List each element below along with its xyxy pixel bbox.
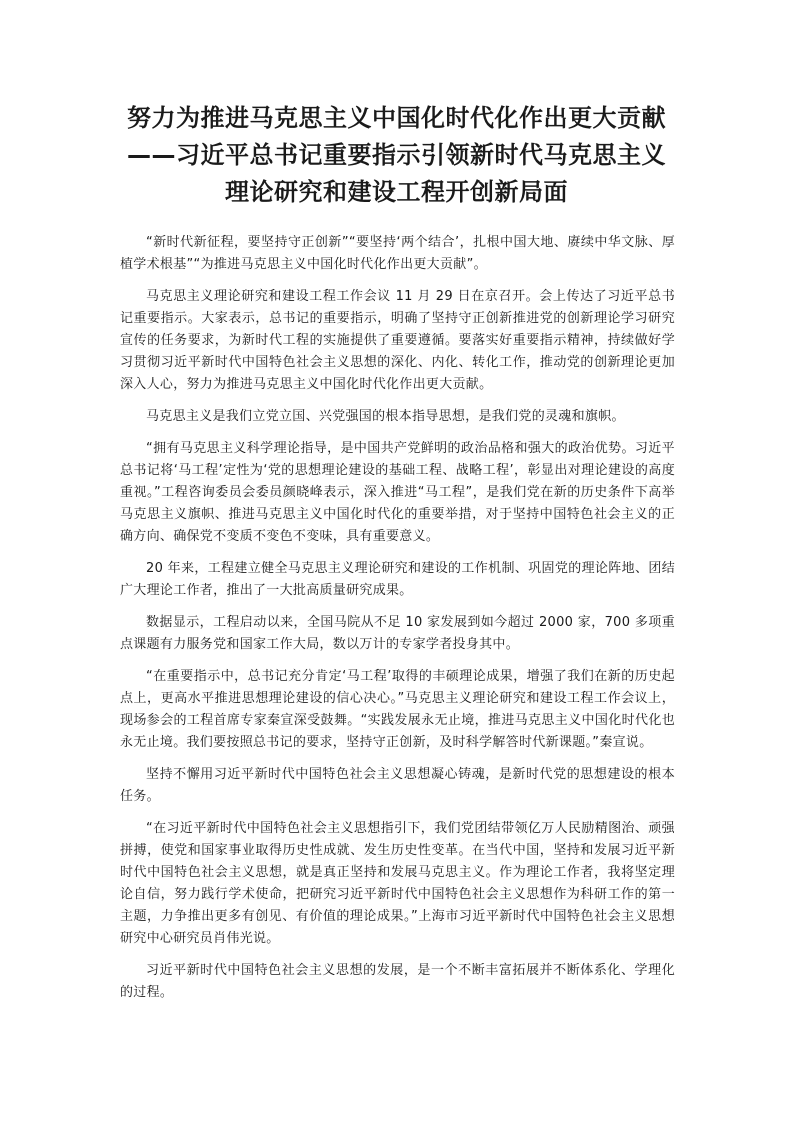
paragraph-5: 20 年来，工程建立健全马克思主义理论研究和建设的工作机制、巩固党的理论阵地、团结广大理论工作者，推出了一大批高质量研究成果。 bbox=[120, 561, 675, 598]
document-title bbox=[110, 100, 683, 211]
paragraph-3: 马克思主义是我们立党立国、兴党强国的根本指导思想，是我们党的灵魂和旗帜。 bbox=[146, 409, 625, 424]
paragraph-7: “在重要指示中，总书记充分肯定‘马工程’取得的丰硕理论成果，增强了我们在新的历史起点上，更高水平推进思想理论建设的信心决心。”马克思主义理论研究和建设工程工作会议上，现场参会的工程首席专家秦宣深受鼓舞。“实践发展永无止境，推进马克思主义中国化时代化也永无止境。我们要按照总书记的要求，坚持守正创新，及时科学解答时代新课题。”秦宣说。 bbox=[120, 669, 675, 750]
paragraph-4: “拥有马克思主义科学理论指导，是中国共产党鲜明的政治品格和强大的政治优势。习近平总书记将‘马工程’定性为‘党的思想理论建设的基础工程、战略工程’，彰显出对理论建设的高度重视。”工程咨询委员会委员颜晓峰表示，深入推进“马工程”，是我们党在新的历史条件下高举马克思主义旗帜、推进马克思主义中国化时代化的重要举措，对于坚持中国特色社会主义的正确方向、确保党不变质不变色不变味，具有重要意义。 bbox=[120, 441, 675, 544]
title-line-1: 努力为推进马克思主义中国化时代化作出更大贡献 bbox=[127, 104, 666, 132]
paragraph-1: “新时代新征程，要坚持守正创新”“要坚持‘两个结合’，扎根中国大地、赓续中华文脉、厚植学术根基”“为推进马克思主义中国化时代化作出更大贡献”。 bbox=[120, 235, 675, 272]
document-body bbox=[120, 232, 675, 1014]
paragraph-8: 坚持不懈用习近平新时代中国特色社会主义思想凝心铸魂，是新时代党的思想建设的根本任务。 bbox=[120, 767, 675, 804]
paragraph-9: “在习近平新时代中国特色社会主义思想指引下，我们党团结带领亿万人民励精图治、顽强拼搏，使党和国家事业取得历史性成就、发生历史性变革。在当代中国，坚持和发展习近平新时代中国特色社会主义思想，就是真正坚持和发展马克思主义。作为理论工作者，我将坚定理论自信，努力践行学术使命，把研究习近平新时代中国特色社会主义思想作为科研工作的第一主题，力争推出更多有创见、有价值的理论成果。”上海市习近平新时代中国特色社会主义思想研究中心研究员肖伟光说。 bbox=[120, 821, 675, 946]
title-line-3: 理论研究和建设工程开创新局面 bbox=[225, 178, 568, 206]
paragraph-2: 马克思主义理论研究和建设工程工作会议 11 月 29 日在京召开。会上传达了习近平总书记重要指示。大家表示，总书记的重要指示，明确了坚持守正创新推进党的创新理论学习研究宣传的任务要求，为新时代工程的实施提供了重要遵循。要落实好重要指示精神，持续做好学习贯彻习近平新时代中国特色社会主义思想的深化、内化、转化工作，推动党的创新理论更加深入人心，努力为推进马克思主义中国化时代化作出更大贡献。 bbox=[120, 289, 675, 392]
title-line-2: ——习近平总书记重要指示引领新时代马克思主义 bbox=[127, 141, 666, 169]
paragraph-10: 习近平新时代中国特色社会主义思想的发展，是一个不断丰富拓展并不断体系化、学理化的过程。 bbox=[120, 963, 675, 1000]
paragraph-6: 数据显示，工程启动以来，全国马院从不足 10 家发展到如今超过 2000 家，700 多项重点课题有力服务党和国家工作大局，数以万计的专家学者投身其中。 bbox=[120, 615, 675, 652]
